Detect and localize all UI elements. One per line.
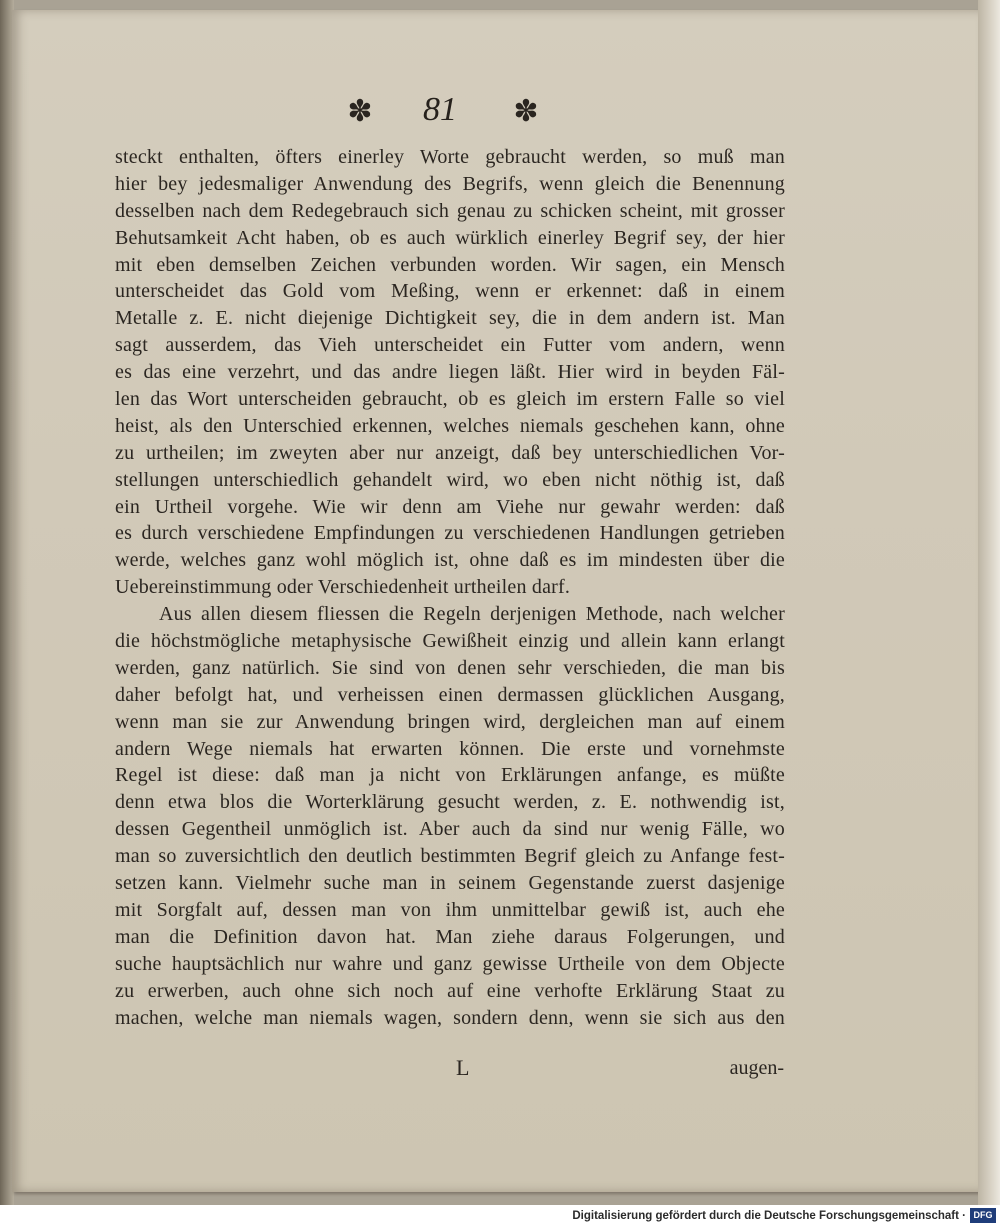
text-line: heist, als den Unterschied erkennen, welches niemals geschehen kann, ohne xyxy=(115,414,785,437)
text-line: zu urtheilen; im zweyten aber nur anzeigt, daß bey unterschiedlichen Vor- xyxy=(115,441,785,464)
text-line: mit Sorgfalt auf, dessen man von ihm unmittelbar gewiß ist, auch ehe xyxy=(115,898,785,921)
digitization-footer xyxy=(0,1205,1000,1227)
text-line: sagt ausserdem, das Vieh unterscheidet ein Futter vom andern, wenn xyxy=(115,334,785,357)
text-line: denn etwa blos die Worterklärung gesucht werden, z. E. nothwendig ist, xyxy=(115,791,785,814)
text-line: ein Urtheil vorgehe. Wie wir denn am Viehe nur gewahr werden: daß xyxy=(115,495,785,518)
text-line: setzen kann. Vielmehr suche man in seinem Gegenstande zuerst dasjenige xyxy=(115,872,785,895)
text-line: suche hauptsächlich nur wahre und ganz gewisse Urtheile von dem Objecte xyxy=(115,952,785,975)
text-line: andern Wege niemals hat erwarten können. Die erste und vornehmste xyxy=(115,737,785,760)
text-line: es durch verschiedene Empfindungen zu verschiedenen Handlungen getrieben xyxy=(115,522,785,545)
text-line: wenn man sie zur Anwendung bringen wird, dergleichen man auf einem xyxy=(115,710,785,733)
text-line: machen, welche man niemals wagen, sondern denn, wenn sie sich aus den xyxy=(115,1006,785,1029)
text-line-paragraph-end: Uebereinstimmung oder Verschiedenheit urtheilen darf. xyxy=(115,576,571,599)
funding-credit: Digitalisierung gefördert durch die Deutsche Forschungsgemeinschaft · xyxy=(572,1210,966,1222)
fleuron-ornament-icon: ✽ xyxy=(513,94,539,129)
text-line: es das eine verzehrt, und das andre liegen läßt. Hier wird in beyden Fäl- xyxy=(115,361,785,384)
text-line: werde, welches ganz wohl möglich ist, ohne daß es im mindesten über die xyxy=(115,549,785,572)
signature-mark: L xyxy=(456,1055,470,1080)
text-line: werden, ganz natürlich. Sie sind von denen sehr verschieden, die man bis xyxy=(115,656,785,679)
text-line: daher befolgt hat, und verheissen einen dermassen glücklichen Ausgang, xyxy=(115,683,785,706)
text-line: die höchstmögliche metaphysische Gewißheit einzig und allein kann erlangt xyxy=(115,630,785,653)
text-line: dessen Gegentheil unmöglich ist. Aber auch da sind nur wenig Fälle, wo xyxy=(115,818,785,841)
catchword: augen- xyxy=(729,1057,784,1079)
text-line: len das Wort unterscheiden gebraucht, ob es gleich im erstern Falle so viel xyxy=(115,388,785,411)
text-line: Behutsamkeit Acht haben, ob es auch würklich einerley Begrif sey, der hier xyxy=(115,226,785,249)
text-line: Metalle z. E. nicht diejenige Dichtigkeit sey, die in dem andern ist. Man xyxy=(115,307,785,330)
body-text xyxy=(115,144,785,1031)
text-line: stellungen unterschiedlich gehandelt wird, wo eben nicht nöthig ist, daß xyxy=(115,468,785,491)
page-edge xyxy=(978,0,1000,1205)
page-header xyxy=(0,88,1000,138)
text-line: Regel ist diese: daß man ja nicht von Erklärungen anfange, es müßte xyxy=(115,764,785,787)
text-line: desselben nach dem Redegebrauch sich genau zu schicken scheint, mit grosser xyxy=(115,199,785,222)
dfg-logo-icon: DFG xyxy=(970,1208,996,1223)
text-line: steckt enthalten, öfters einerley Worte gebraucht werden, so muß man xyxy=(115,146,785,168)
page-number: 81 xyxy=(423,91,457,128)
text-line: man so zuversichtlich den deutlich bestimmten Begrif gleich zu Anfange fest- xyxy=(115,845,785,868)
text-line: hier bey jedesmaliger Anwendung des Begrifs, wenn gleich die Benennung xyxy=(115,172,785,195)
text-line: man die Definition davon hat. Man ziehe daraus Folgerungen, und xyxy=(115,925,785,948)
text-line-paragraph-start: Aus allen diesem fliessen die Regeln derjenigen Methode, nach welcher xyxy=(159,603,785,626)
text-line: unterscheidet das Gold vom Meßing, wenn er erkennet: daß in einem xyxy=(115,280,785,303)
fleuron-ornament-icon: ✽ xyxy=(347,94,373,129)
text-line: mit eben demselben Zeichen verbunden worden. Wir sagen, ein Mensch xyxy=(115,253,785,276)
text-line: zu erwerben, auch ohne sich noch auf eine verhofte Erklärung Staat zu xyxy=(115,979,785,1002)
